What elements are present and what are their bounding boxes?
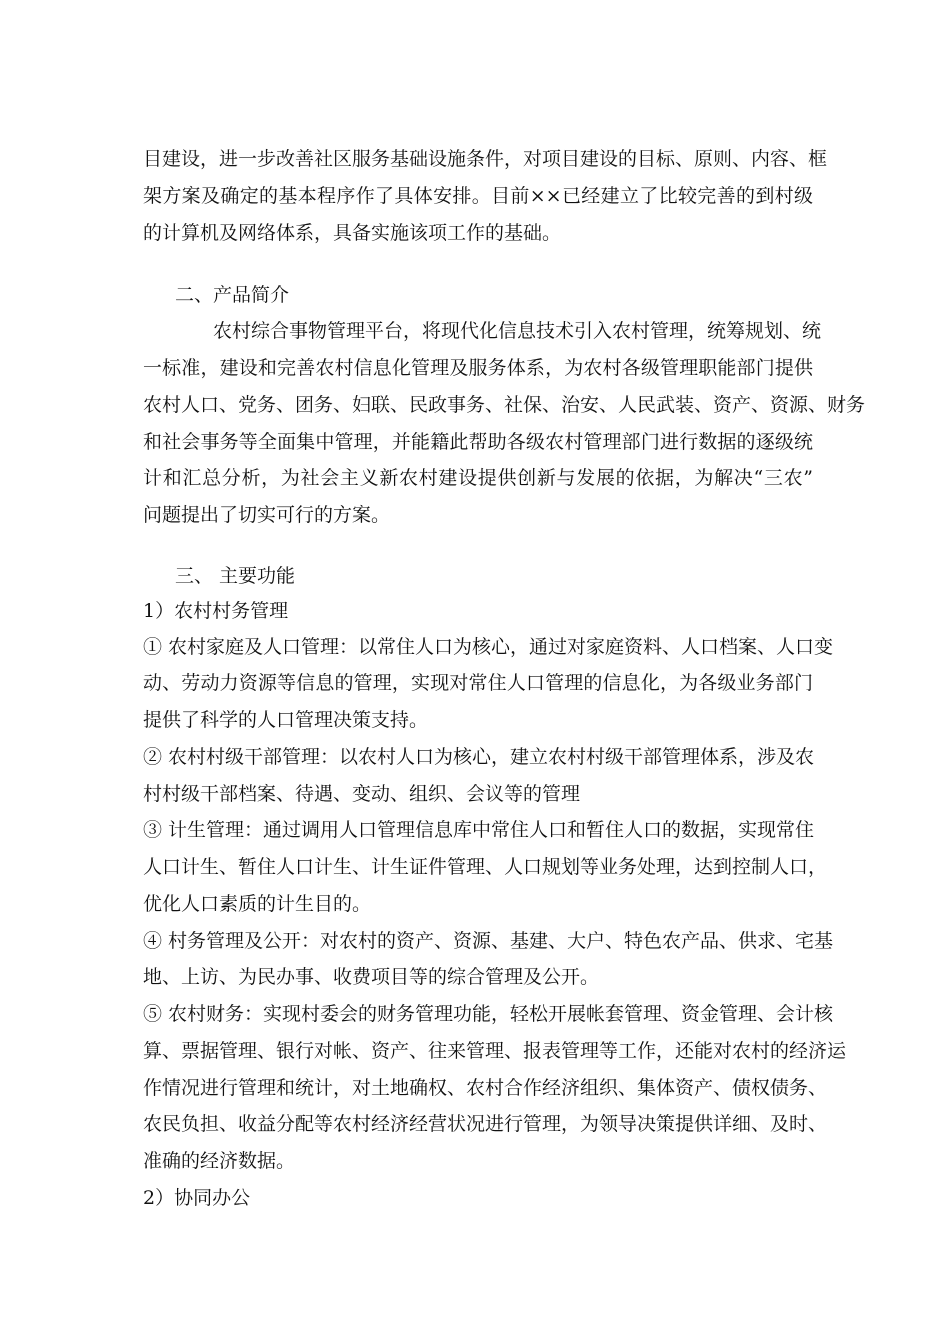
list-item-line: ③ 计生管理：通过调用人口管理信息库中常住人口和暂住人口的数据，实现常住 [143, 819, 815, 841]
list-item-line: 动、劳动力资源等信息的管理，实现对常住人口管理的信息化，为各级业务部门 [143, 672, 813, 694]
paragraph-line: 农村人口、党务、团务、妇联、民政事务、社保、治安、人民武装、资产、资源、财务 [143, 394, 866, 416]
list-item-line: ④ 村务管理及公开：对农村的资产、资源、基建、大户、特色农产品、供求、宅基 [143, 930, 834, 952]
list-item-line: ② 农村村级干部管理：以农村人口为核心，建立农村村级干部管理体系，涉及农 [143, 746, 815, 768]
intro-line: 目建设，进一步改善社区服务基础设施条件，对项目建设的目标、原则、内容、框 [143, 148, 828, 170]
list-item-line: 人口计生、暂住人口计生、计生证件管理、人口规划等业务处理，达到控制人口， [143, 856, 828, 878]
paragraph-line: 一标准，建设和完善农村信息化管理及服务体系，为农村各级管理职能部门提供 [143, 357, 813, 379]
subsection-heading-village-affairs: 1）农村村务管理 [143, 600, 289, 622]
list-item-line: 准确的经济数据。 [143, 1150, 296, 1172]
paragraph-line: 问题提出了切实可行的方案。 [143, 504, 391, 526]
list-item-line: 算、票据管理、银行对帐、资产、往来管理、报表管理等工作，还能对农村的经济运 [143, 1040, 847, 1062]
subsection-heading-collaborative-office: 2）协同办公 [143, 1187, 251, 1209]
list-item-line: 提供了科学的人口管理决策支持。 [143, 709, 429, 731]
list-item-line: 地、上访、为民办事、收费项目等的综合管理及公开。 [143, 966, 600, 988]
paragraph-line: 和社会事务等全面集中管理，并能籍此帮助各级农村管理部门进行数据的逐级统 [143, 431, 813, 453]
list-item-line: 村村级干部档案、待遇、变动、组织、会议等的管理 [143, 783, 581, 805]
paragraph-line: 农村综合事物管理平台，将现代化信息技术引入农村管理，统筹规划、统 [213, 320, 822, 342]
intro-line: 的计算机及网络体系，具备实施该项工作的基础。 [143, 222, 562, 244]
list-item-line: ⑤ 农村财务：实现村委会的财务管理功能，轻松开展帐套管理、资金管理、会计核 [143, 1003, 834, 1025]
section-heading-main-functions: 三、 主要功能 [175, 565, 296, 587]
list-item-line: 优化人口素质的计生目的。 [143, 893, 372, 915]
paragraph-line: 计和汇总分析，为社会主义新农村建设提供创新与发展的依据，为解决“三农” [143, 467, 813, 489]
list-item-line: 作情况进行管理和统计，对土地确权、农村合作经济组织、集体资产、债权债务、 [143, 1077, 828, 1099]
intro-line: 架方案及确定的基本程序作了具体安排。目前××已经建立了比较完善的到村级 [143, 185, 813, 207]
section-heading-product-intro: 二、产品简介 [175, 284, 290, 306]
list-item-line: 农民负担、收益分配等农村经济经营状况进行管理，为领导决策提供详细、及时、 [143, 1113, 828, 1135]
list-item-line: ① 农村家庭及人口管理：以常住人口为核心，通过对家庭资料、人口档案、人口变 [143, 636, 834, 658]
